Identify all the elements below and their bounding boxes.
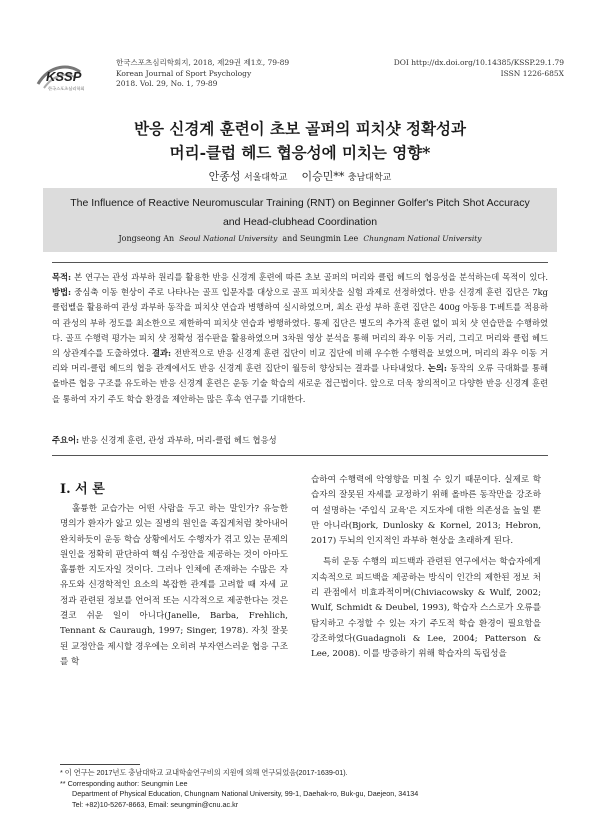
paper-title-ko — [0, 117, 600, 165]
journal-logo — [36, 62, 116, 92]
body-paragraph: 특히 운동 수행의 피드백과 관련된 연구에서는 학습자에게 지속적으로 피드백을 제공하는 방식이 인간의 제한된 정보 처리 관점에서 비효과적이며(Chiviacowsky & Wulf, 2002; Wulf, Schmidt & Deubel, 1993), 학습자 스스로가 오류를 탐지하고 수정할 수 있는 자기 주도적 학습 환경이 필요함을 강조하였다(Guadagnoli & Lee, 2004; Patterson & Lee, 2008). 이를 방증하기 위해 학습자의 독립성을 — [311, 557, 541, 660]
discussion-label: 논의: — [427, 363, 447, 374]
author1-ko: 안종성 — [208, 170, 241, 183]
method-text: 중심축 이동 현상이 주로 나타나는 골프 입문자를 대상으로 골프 피치샷을 실험 과제로 선정하였다. 반응 신경계 훈련 집단은 7kg 클럽벨을 활용하여 관성 과부하 동작을 피치샷 연습과 병행하여 실시하였으며, 최소 관성 부하 훈련 집단은 400g 아동용 T-베트를 적용하여 관성의 부하 정도를 최소한으로 제한하여 피치샷 연습과 병행하였다. 통제 집단은 별도의 추가적 훈련 없이 피치 샷 연습만을 수행하였다. 골프 수행력 평가는 피치 샷 정확성 점수판을 활용하였으며 3차원 영상 분석을 통해 머리의 좌우 이동 거리, 그리고 머리와 클럽 헤드의 상관계수를 도출하였다. — [52, 287, 548, 359]
paper-title-en — [43, 194, 557, 232]
and-word: and — [282, 234, 298, 243]
author1-en: Jongseong An — [118, 234, 175, 243]
body-paragraph: 훌륭한 교습가는 어떤 사람을 두고 하는 말인가? 유능한 명의가 환자가 앓고 있는 질병의 원인을 족집게처럼 찾아내어 완치하듯이 운동 학습 상황에서도 수행자가 겪고 있는 문제의 원인을 정확히 판단하여 핵심 수정안을 제공하는 것이 아마도 훌륭한 지도자일 것이다. 그러나 인체에 존재하는 수많은 자유도와 신경학적인 요소의 복잡한 관계를 고려할 때 자세 교정과 관련된 정보를 언어적 또는 시각적으로 제공한다는 것은 결코 쉬운 일이 아니다(Janelle, Barba, Frehlich, Tennant & Cauraugh, 1997; Singer, 1978). 자칫 잘못된 교정안을 제시할 경우에는 오히려 부자연스러운 협응 구조를 학 — [60, 504, 288, 667]
title-ko-line2: 머리-클럽 헤드 협응성에 미치는 영향* — [169, 143, 431, 162]
aff1-ko: 서울대학교 — [244, 173, 288, 183]
doi-link[interactable]: DOI http://dx.doi.org/10.14385/KSSP.29.1.79 — [393, 58, 564, 67]
journal-info — [116, 58, 289, 90]
logo-subtext: 한국스포츠심리학회 — [48, 86, 85, 91]
authors-en — [43, 234, 557, 243]
result-label: 결과: — [151, 348, 172, 359]
doi-info — [394, 58, 564, 79]
author2-en: Seungmin Lee — [300, 234, 359, 243]
body-right-column — [311, 473, 541, 663]
aff2-en: Chungnam National University — [363, 234, 482, 243]
keywords — [52, 434, 548, 446]
author2-ko: 이승민** — [301, 170, 345, 183]
title-ko-line1: 반응 신경계 훈련이 초보 골퍼의 피치샷 정확성과 — [134, 119, 466, 138]
journal-name-ko: 한국스포츠심리학회지, 2018, 제29권 제1호, 79-89 — [116, 58, 290, 67]
kssp-logo-icon — [36, 62, 116, 92]
journal-volume: 2018. Vol. 29, No. 1, 79-89 — [116, 79, 218, 88]
keywords-label: 주요어: — [52, 435, 80, 445]
purpose-label: 목적: — [52, 272, 72, 282]
aff2-ko: 충남대학교 — [347, 173, 392, 183]
footnotes — [60, 768, 540, 811]
issn: ISSN 1226-685X — [500, 68, 564, 78]
authors-ko — [0, 168, 600, 184]
footnote-address: Department of Physical Education, Chungnam National University, 99-1, Daehak-ro, Buk-gu, Daejeon, 34134 — [72, 789, 419, 799]
english-title-box — [43, 188, 557, 252]
logo-text: KSSP — [46, 69, 82, 84]
method-label: 방법: — [52, 287, 72, 298]
footnote-corresponding: ** Corresponding author: Seungmin Lee — [60, 778, 188, 788]
body-left-column — [60, 502, 288, 670]
discussion-text: 동작의 오류 극대화를 통해 올바른 협응 구조를 유도하는 반응 신경계 훈련은 운동 기술 학습의 새로운 접근법이다. 앞으로 더욱 창의적이고 다양한 반응 신경계 훈련을 통하여 자기 주도 학습 환경을 제안하는 많은 후속 연구를 기대한다. — [52, 363, 548, 404]
abstract-top-rule — [52, 262, 548, 263]
title-en-line2: and Head-clubhead Coordination — [222, 216, 378, 228]
section-heading: I. 서 론 — [60, 482, 105, 497]
abstract-bottom-rule — [52, 455, 548, 456]
abstract — [52, 270, 548, 407]
body-paragraph: 습하여 수행력에 악영향을 미칠 수 있기 때문이다. 실제로 학습자의 잘못된 자세를 교정하기 위해 올바른 동작만을 강조하여 설명하는 '주입식 교육'은 지도자에 대한 의존성을 높일 뿐만 아니라(Bjork, Dunlosky & Kornel, 2013; Hebron, 2017) 두뇌의 인지적인 과부하 현상을 초래하게 된다. — [311, 475, 541, 547]
keywords-text: 반응 신경계 훈련, 관성 과부하, 머리-클럽 헤드 협응성 — [79, 435, 277, 445]
footnote-rule — [60, 764, 140, 765]
journal-name-en: Korean Journal of Sport Psychology — [116, 68, 252, 78]
result-text: 전반적으로 반응 신경계 훈련 집단이 비교 집단에 비해 우수한 수행력을 보였으며, 머리의 좌우 이동 거리와 머리-클럽 헤드의 협응 관계에서도 반응 신경계 훈련 집단이 월등히 향상되는 결과를 나타내었다. — [52, 348, 549, 374]
footnote-contact: Tel: +82)10-5267-8663, Email: seungmin@cnu.ac.kr — [72, 800, 239, 810]
title-en-line1: The Influence of Reactive Neuromuscular Training (RNT) on Beginner Golfer's Pitch Shot Accuracy — [70, 197, 530, 209]
journal-header — [36, 58, 564, 98]
footnote-funding: * 이 연구는 2017년도 충남대학교 교내학술연구비의 지원에 의해 연구되었음(2017-1639-01). — [60, 768, 348, 777]
aff1-en: Seoul National University — [179, 234, 278, 243]
purpose-text: 본 연구는 관성 과부하 원리를 활용한 반응 신경계 훈련에 따른 초보 골퍼의 머리와 클럽 헤드의 협응성을 분석하는데 목적이 있다. — [71, 272, 548, 282]
